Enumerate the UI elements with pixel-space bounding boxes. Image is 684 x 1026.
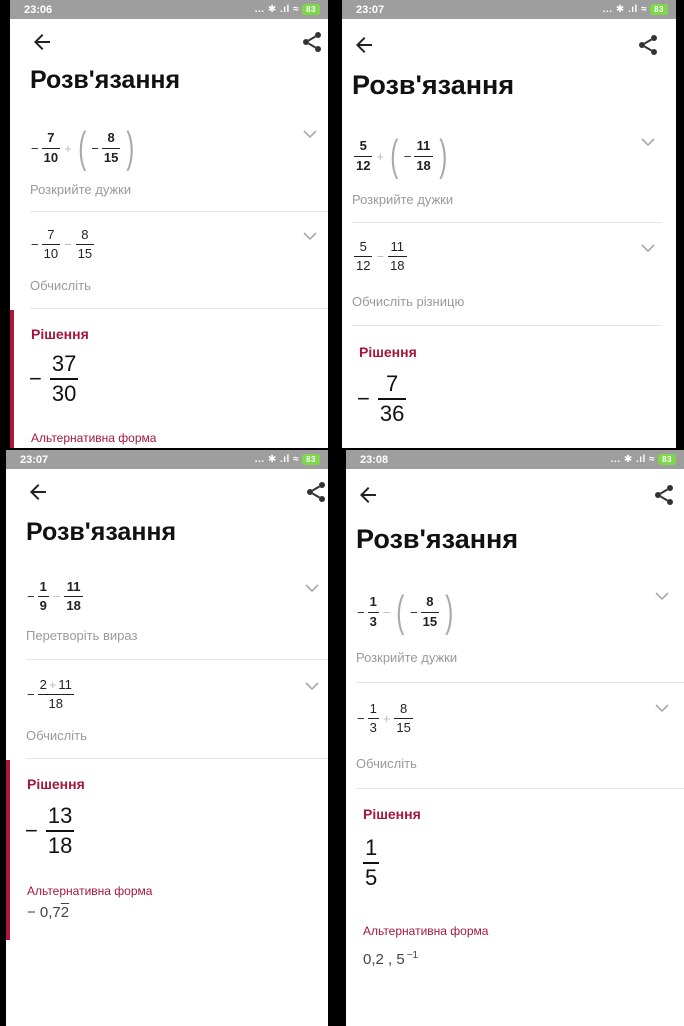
step-1[interactable] (6, 576, 328, 662)
screen-3 (6, 450, 328, 1026)
signal-icon: ... ✱ .ıl ≈ (602, 4, 648, 15)
step-1[interactable] (342, 128, 676, 220)
fraction: $\frac{1}{9}$ (39, 579, 47, 614)
status-icons (611, 454, 676, 465)
screen-2 (342, 0, 676, 448)
step-expression: − $\frac{1}{3}$ − ( − $\frac{8}{15}$ ) (357, 587, 454, 636)
share-icon[interactable] (652, 483, 676, 507)
fraction: $\frac{5}{12}$ (356, 138, 371, 173)
screen-1 (10, 0, 328, 448)
alt-form-label: Альтернативна форма (31, 431, 157, 445)
status-bar (342, 0, 676, 19)
fraction: $\frac{5}{12}$ (356, 239, 371, 274)
step-hint: Обчисліть різницю (352, 294, 465, 309)
back-arrow-icon[interactable] (30, 30, 54, 54)
fraction: $\frac{1}{3}$ (369, 701, 377, 736)
screen-4 (346, 450, 684, 1026)
alt-form-value: 0,2 , 5 $^{-1}$ (363, 950, 419, 968)
signal-icon: ... ✱ .ıl ≈ (610, 454, 656, 465)
solution-block (346, 790, 684, 990)
page-title: Розв'язання (26, 518, 177, 546)
solution-block (6, 760, 328, 940)
page-title: Розв'язання (352, 70, 515, 100)
step-hint: Перетворіть вираз (26, 628, 138, 643)
status-bar (346, 450, 684, 469)
alt-form-label: Альтернативна форма (363, 924, 489, 938)
step-hint: Обчисліть (26, 728, 87, 743)
answer: − $\frac{7}{36}$ (357, 371, 405, 427)
answer-fraction: $\frac{7}{36}$ (379, 371, 405, 427)
share-icon[interactable] (300, 30, 324, 54)
step-1[interactable] (346, 584, 684, 680)
fraction: $\frac{11}{18}$ (416, 138, 431, 173)
status-icons (255, 4, 320, 15)
divider (26, 659, 328, 660)
step-hint: Обчисліть (356, 756, 417, 771)
step-hint: Обчисліть (30, 278, 91, 293)
step-2[interactable] (342, 234, 676, 324)
step-2[interactable] (6, 674, 328, 760)
solution-block (342, 326, 676, 448)
share-icon[interactable] (304, 480, 328, 504)
answer-fraction: $\frac{37}{30}$ (51, 351, 77, 407)
step-2[interactable] (346, 696, 684, 786)
solution-label: Рішення (27, 776, 85, 792)
step-expression: − $\frac{7}{10}$ + ( − $\frac{8}{15}$ ) (31, 123, 135, 172)
fraction: $\frac{2 + 11}{18}$ (39, 677, 72, 712)
signal-icon: ... ✱ .ıl ≈ (254, 454, 300, 465)
fraction: $\frac{8}{15}$ (103, 130, 119, 165)
step-2[interactable] (10, 220, 328, 310)
divider (30, 308, 328, 309)
battery-icon: 83 (302, 4, 320, 15)
chevron-down-icon[interactable] (640, 240, 656, 256)
step-hint: Розкрийте дужки (352, 192, 454, 207)
solution-label: Рішення (363, 806, 421, 822)
battery-icon: 83 (302, 454, 320, 465)
status-time: 23:08 (360, 453, 389, 466)
alt-form-value: − 0,72 (27, 904, 70, 921)
status-time: 23:07 (356, 3, 385, 16)
fraction: $\frac{1}{3}$ (369, 594, 377, 629)
chevron-down-icon[interactable] (302, 228, 318, 244)
chevron-down-icon[interactable] (654, 700, 670, 716)
divider (26, 758, 328, 759)
step-expression: $\frac{5}{12}$ + ( − $\frac{11}{18}$ ) (356, 131, 448, 180)
answer-fraction: $\frac{13}{18}$ (47, 803, 73, 859)
answer: − $\frac{13}{18}$ (25, 803, 73, 859)
back-arrow-icon[interactable] (352, 33, 376, 57)
status-time: 23:06 (24, 3, 53, 16)
status-bar (6, 450, 328, 469)
status-time: 23:07 (20, 453, 49, 466)
solution-label: Рішення (31, 326, 89, 342)
answer-fraction: $\frac{1}{5}$ (365, 835, 378, 891)
chevron-down-icon[interactable] (302, 126, 318, 142)
status-icons (603, 4, 668, 15)
fraction: $\frac{8}{15}$ (422, 594, 438, 629)
answer (361, 836, 381, 890)
status-icons (255, 454, 320, 465)
chevron-down-icon[interactable] (654, 588, 670, 604)
divider (356, 788, 684, 789)
signal-icon: ... ✱ .ıl ≈ (254, 4, 300, 15)
battery-icon: 83 (658, 454, 676, 465)
share-icon[interactable] (636, 33, 660, 57)
step-expression: − $\frac{7}{10}$ − $\frac{8}{15}$ (31, 227, 93, 262)
step-expression: − $\frac{1}{9}$ − $\frac{11}{18}$ (27, 579, 81, 614)
solution-block (10, 310, 328, 448)
fraction: $\frac{7}{10}$ (43, 227, 59, 262)
divider (352, 222, 662, 223)
fraction: $\frac{8}{15}$ (77, 227, 93, 262)
step-expression: − $\frac{1}{3}$ + $\frac{8}{15}$ (357, 701, 411, 736)
back-arrow-icon[interactable] (26, 480, 50, 504)
divider (30, 211, 328, 212)
answer: − $\frac{37}{30}$ (29, 351, 77, 407)
fraction: $\frac{8}{15}$ (396, 701, 411, 736)
chevron-down-icon[interactable] (304, 678, 320, 694)
fraction: $\frac{11}{18}$ (66, 579, 81, 614)
fraction: $\frac{11}{18}$ (390, 239, 405, 274)
chevron-down-icon[interactable] (640, 134, 656, 150)
fraction: $\frac{7}{10}$ (43, 130, 59, 165)
page-title: Розв'язання (356, 524, 519, 554)
divider (356, 682, 684, 683)
step-expression: $\frac{5}{12}$ − $\frac{11}{18}$ (356, 239, 405, 274)
chevron-down-icon[interactable] (304, 580, 320, 596)
back-arrow-icon[interactable] (356, 483, 380, 507)
alt-form-label: Альтернативна форма (27, 884, 153, 898)
step-1[interactable] (10, 120, 328, 210)
solution-label: Рішення (359, 344, 417, 360)
step-hint: Розкрийте дужки (30, 182, 132, 197)
step-hint: Розкрийте дужки (356, 650, 458, 665)
battery-icon: 83 (650, 4, 668, 15)
step-expression: − $\frac{2 + 11}{18}$ (27, 677, 72, 712)
status-bar (10, 0, 328, 19)
page-title: Розв'язання (30, 66, 181, 94)
